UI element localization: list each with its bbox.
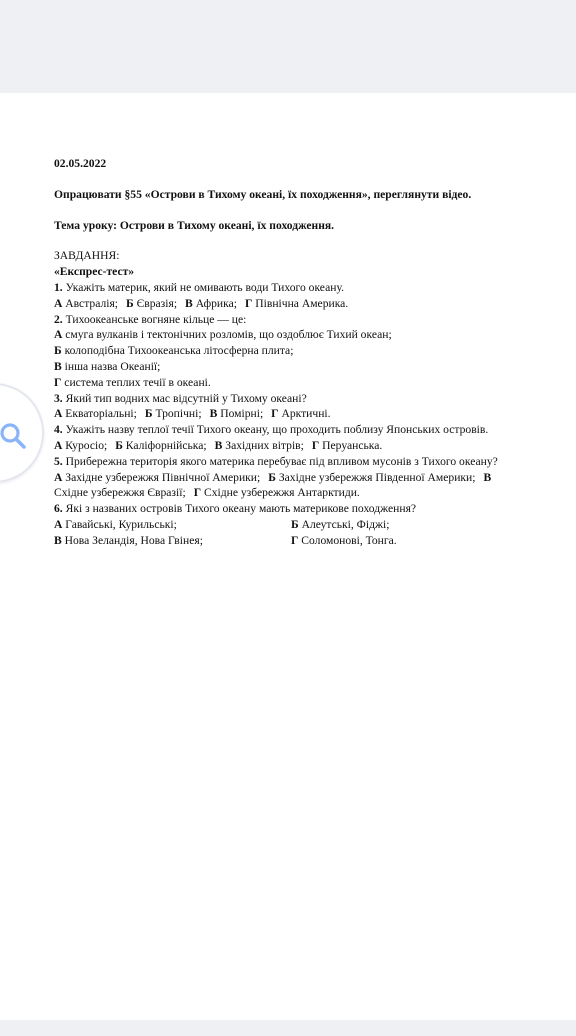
bottom-bar [0, 1020, 576, 1036]
question-2-option-c: В інша назва Океанії; [54, 359, 161, 373]
question-2-option-d: Г система теплих течії в океані. [54, 375, 211, 389]
tasks-heading: ЗАВДАННЯ: [54, 249, 120, 263]
lesson-topic: Тема уроку: Острови в Тихому океані, їх походження. [54, 218, 335, 232]
search-icon [0, 421, 28, 451]
top-bar [0, 0, 576, 93]
question-5: 5. Прибережна територія якого материка перебуває під впливом мусонів з Тихого океану? [54, 454, 498, 468]
question-1-options: А Австралія; Б Євразія; В Африка; Г Північна Америка. [54, 296, 349, 310]
question-3: 3. Який тип водних мас відсутній у Тихому океані? [54, 391, 307, 405]
date: 02.05.2022 [54, 157, 107, 170]
question-2: 2. Тихоокеанське вогняне кільце — це: [54, 312, 247, 326]
question-2-option-a: А смуга вулканів і тектонічних розломів, що оздоблює Тихий океан; [54, 328, 392, 342]
instruction: Опрацювати §55 «Острови в Тихому океані, їх походження», переглянути відео. [54, 187, 472, 201]
document-content [54, 156, 576, 549]
question-2-option-b: Б колоподібна Тихоокеанська літосферна плита; [54, 344, 294, 358]
question-3-options: А Екваторіальні; Б Тропічні; В Помірні; Г Арктичні. [54, 407, 331, 421]
question-5-options-line-2: Східне узбережжя Євразії; Г Східне узбережжя Антарктиди. [54, 486, 360, 500]
question-1: 1. Укажіть материк, який не омивають води Тихого океану. [54, 280, 344, 294]
question-4-options: А Куросіо; Б Каліфорнійська; В Західних вітрів; Г Перуанська. [54, 438, 383, 452]
test-heading: «Експрес-тест» [54, 265, 135, 279]
question-6: 6. Які з названих островів Тихого океану мають материкове походження? [54, 502, 417, 516]
question-5-options-line-1: А Західне узбережжя Північної Америки; Б Західне узбережжя Південної Америки; В [54, 470, 492, 484]
question-6-options-row-1: А Гавайські, Курильські; Б Алеутські, Фіджі; [54, 517, 390, 531]
question-6-options-row-2: В Нова Зеландія, Нова Гвінея; Г Соломонові, Тонга. [54, 533, 397, 547]
document-page [0, 93, 576, 1020]
question-4: 4. Укажіть назву теплої течії Тихого океану, що проходить поблизу Японських островів. [54, 423, 489, 437]
